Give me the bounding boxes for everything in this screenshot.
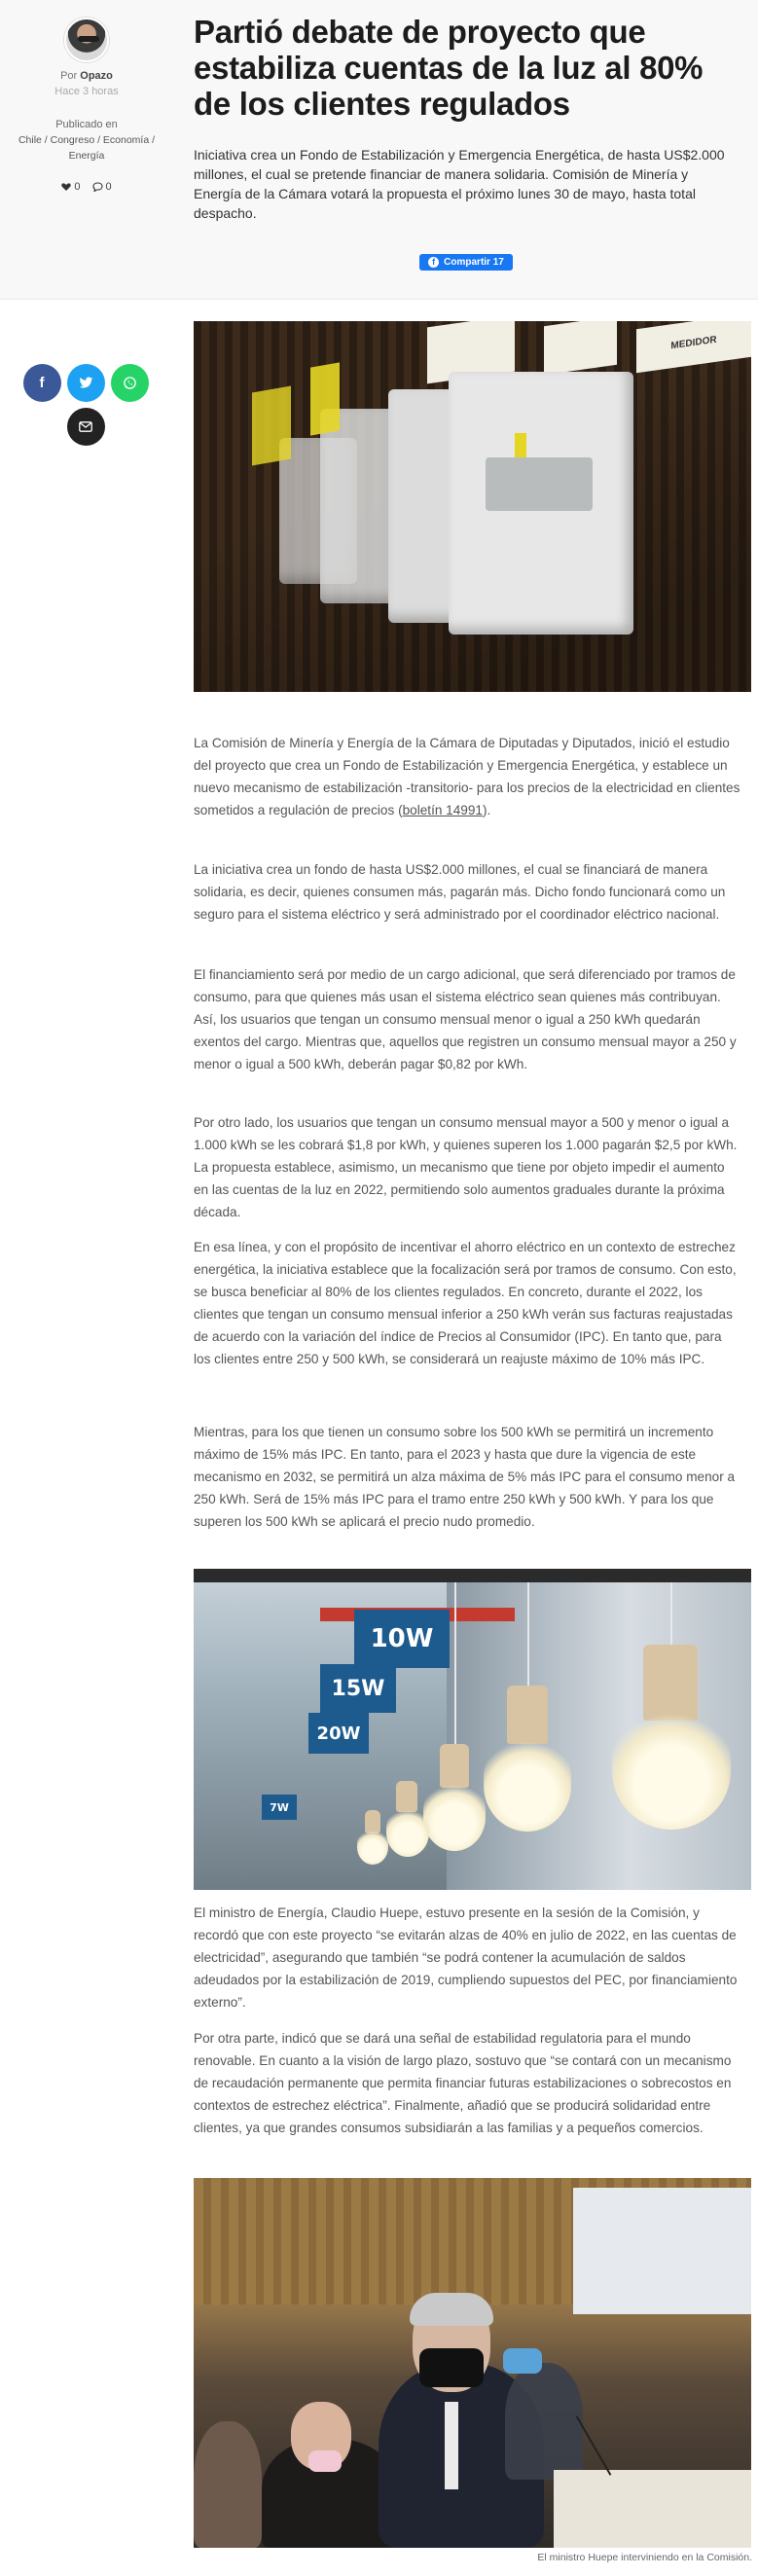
paragraph-3: El financiamiento será por medio de un cargo adicional, que será diferenciado por tramos de consumo, para que quienes más usan el sistema eléctrico sean quienes más contribuyan. Así, los usuarios que tengan un consumo mensual menor o igual a 250 kWh quedarán exentos del cargo. Mientras que, aquellos que registren un consumo mensual mayor a 250 y menor o igual a 500 kWh, deberán pagar $0,82 por kWh. (194, 967, 737, 1071)
like-count-value: 0 (74, 181, 81, 193)
sign-20w: 20W (308, 1713, 369, 1754)
twitter-icon (79, 377, 93, 389)
paragraph-1 (194, 732, 740, 821)
facebook-share-button[interactable] (419, 254, 513, 271)
paragraph-2: La iniciativa crea un fondo de hasta US$2.000 millones, el cual se financiará de manera solidaria, es decir, quienes consumen más, pagarán más. Dicho fondo funcionará como un seguro para el sistema eléctrico y será administrado por el coordinador eléctrico nacional. (194, 862, 726, 922)
article-lede: Iniciativa crea un Fondo de Estabilización y Emergencia Energética, de hasta US$2.000 millones, el cual se pretende financiar de manera solidaria. Comisión de Minería y Energía de la Cámara votará la propuesta el próximo lunes 30 de mayo, hasta total despacho. (194, 147, 725, 221)
share-label: Compartir 17 (444, 256, 504, 268)
bulletin-link[interactable]: boletín 14991 (402, 803, 483, 817)
author-info (0, 18, 173, 193)
heart-icon (61, 182, 71, 192)
avatar[interactable] (64, 18, 109, 62)
categories-links[interactable]: Chile / Congreso / Economía / Energía (18, 134, 156, 162)
email-share-circle[interactable] (67, 408, 105, 446)
email-icon (79, 421, 92, 432)
article-image-meters (194, 321, 751, 692)
author-name[interactable]: Opazo (80, 70, 113, 82)
whatsapp-icon (123, 376, 137, 390)
sign-15w: 15W (320, 1664, 396, 1713)
by-line (0, 68, 173, 84)
meter-sign: MEDIDOR (636, 321, 751, 373)
time-ago: Hace 3 horas (54, 86, 119, 97)
image-caption: El ministro Huepe interviniendo en la Comisión. (537, 2552, 752, 2563)
sign-7w: 7W (262, 1795, 297, 1820)
stats (0, 181, 173, 193)
paragraph-5: En esa línea, y con el propósito de incentivar el ahorro eléctrico en un contexto de estrechez energética, la iniciativa establece que la focalización será por tramos de consumo. Con esto, se busca beneficiar al 80% de los clientes regulados. En concreto, durante el 2022, los clientes que tengan un consumo mensual inferior a 250 kWh verán sus facturas reajustadas de acuerdo con la variación del índice de Precios al Consumidor (IPC). En tanto que, para los clientes entre 250 y 500 kWh, se considerará un reajuste máximo de 10% más IPC. (194, 1240, 737, 1366)
paragraph-1-text: La Comisión de Minería y Energía de la Cámara de Diputadas y Diputados, inició el estudio del proyecto que crea un Fondo de Estabilización y Emergencia Energética, y establece un nuevo mecanismo de estabilización -transitorio- para los precios de la electricidad en clientes sometidos a regulación de precios ( (194, 736, 740, 817)
comment-icon (92, 182, 103, 192)
comment-count[interactable] (92, 181, 112, 193)
article-image-bulbs (194, 1569, 751, 1890)
paragraph-8: Por otra parte, indicó que se dará una señal de estabilidad regulatoria para el mundo renovable. En cuanto a la visión de largo plazo, sostuvo que “se contará con un mecanismo de recaudación permanente que permita financiar futuras estabilizaciones o sobrecostos en contextos de estrechez eléctrica”. Finalmente, añadió que se producirá solidaridad entre clientes, ya que grandes consumos subsidiarán a las familias y a pequeños comercios. (194, 2031, 732, 2135)
article-title: Partió debate de proyecto que estabiliza cuentas de la luz al 80% de los clientes regulados (194, 14, 704, 122)
facebook-icon: f (39, 375, 45, 391)
share-wrap (194, 252, 739, 271)
by-prefix: Por (60, 70, 78, 82)
comment-count-value: 0 (105, 181, 112, 193)
sign-10w: 10W (354, 1610, 450, 1668)
twitter-share-circle[interactable] (67, 364, 105, 402)
article-image-minister (194, 2178, 751, 2548)
paragraph-4: Por otro lado, los usuarios que tengan un consumo mensual mayor a 500 y menor o igual a 1.000 kWh se les cobrará $1,8 por kWh, y quienes superen los 1.000 pagarán $2,5 por kWh. La propuesta establece, asimismo, un mecanismo que tiene por objeto impedir el aumento en las cuentas de la luz en 2022, permitiendo solo aumentos graduales durante la próxima década. (194, 1115, 738, 1219)
paragraph-1-end: ). (483, 803, 491, 817)
whatsapp-share-circle[interactable] (111, 364, 149, 402)
facebook-share-circle[interactable] (23, 364, 61, 402)
like-count[interactable] (61, 181, 80, 193)
title-block (194, 14, 739, 271)
facebook-icon: f (428, 257, 439, 268)
paragraph-6: Mientras, para los que tienen un consumo sobre los 500 kWh se permitirá un incremento máximo de 15% más IPC. En tanto, para el 2023 y hasta que dure la vigencia de este mecanismo en 2032, se permitirá un alza máxima de 5% más IPC para el consumo menor a 250 kWh. Será de 15% más IPC para el tramo entre 250 kWh y 500 kWh. Y para los que superen los 500 kWh se aplicará el precio nudo promedio. (194, 1425, 736, 1529)
paragraph-7: El ministro de Energía, Claudio Huepe, estuvo presente en la sesión de la Comisión, y recordó que con este proyecto “se evitarán alzas de 40% en julio de 2022, en las cuentas de electricidad”, asegurando que también “se podrá contener la acumulación de saldos adeudados por la estabilización de 2019, cumpliendo supuestos del PEC, por financiamiento externo”. (194, 1905, 738, 2010)
published-label: Publicado en (55, 119, 118, 130)
social-share-bar (19, 364, 152, 446)
